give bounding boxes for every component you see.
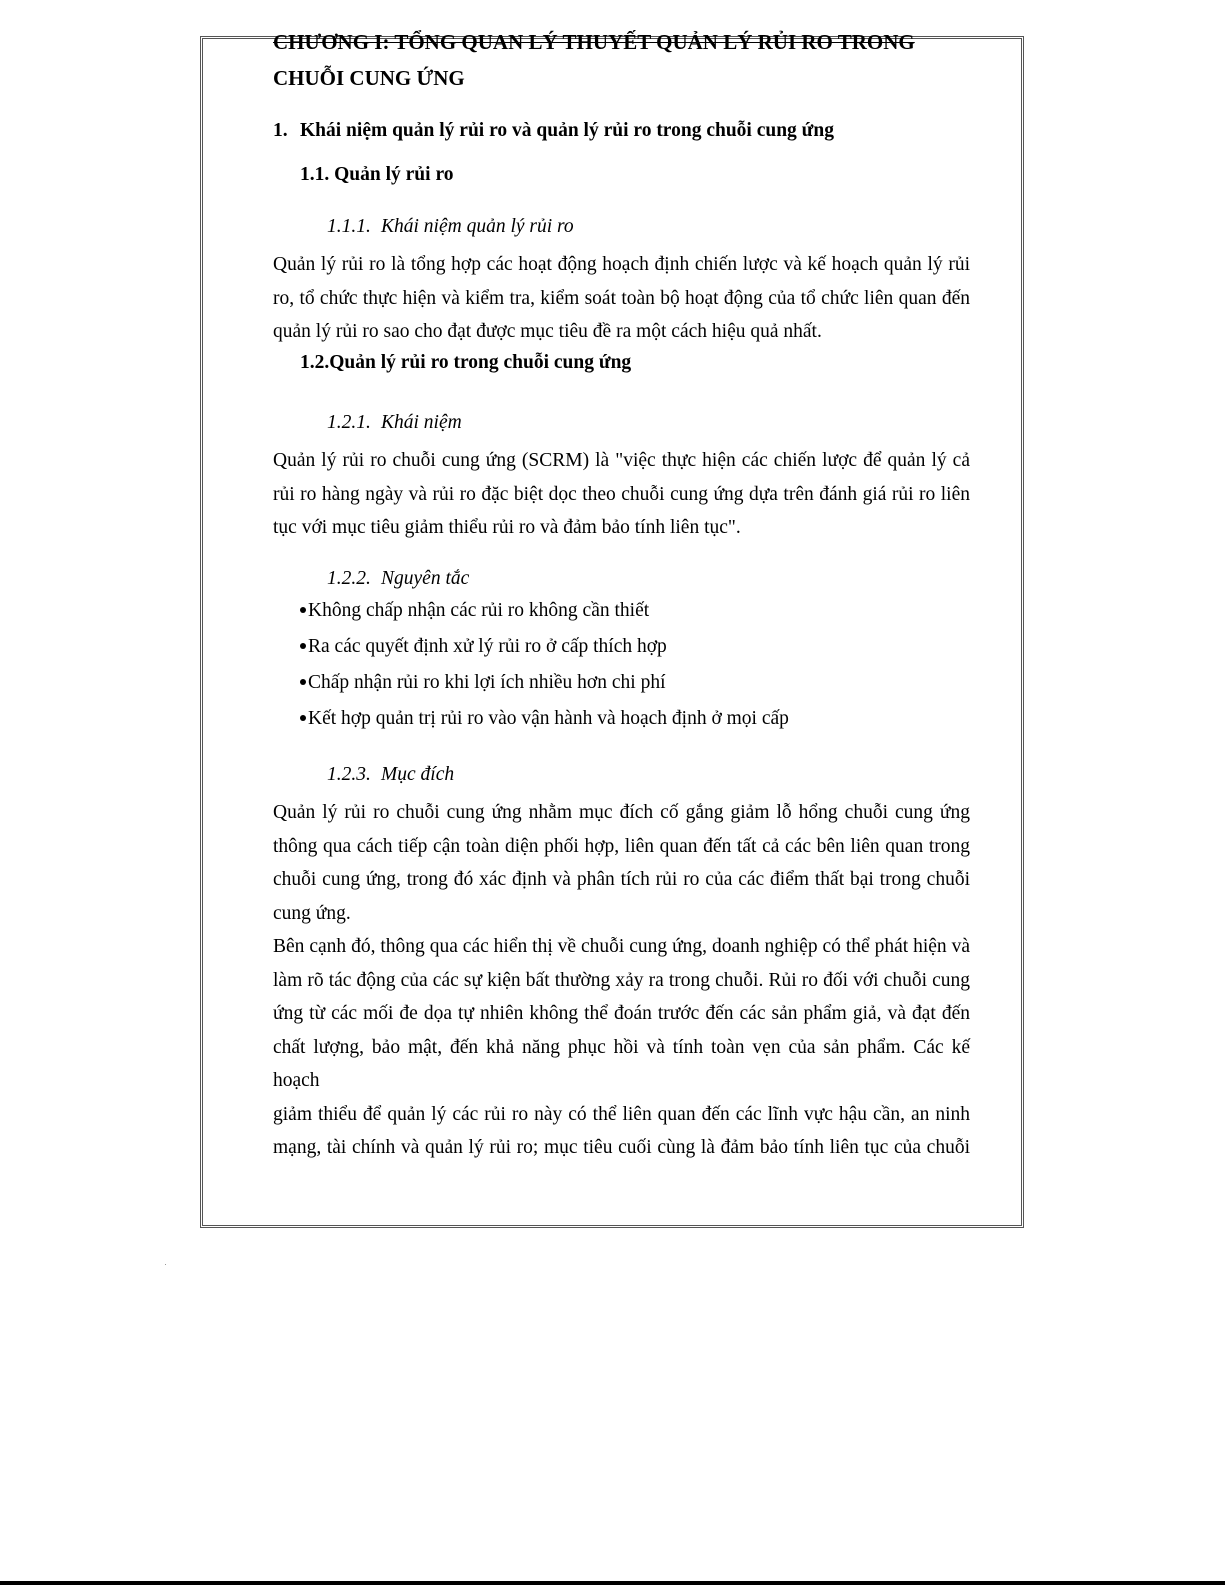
body-line: tục với mục tiêu giảm thiểu rủi ro và đảm bảo tính liên tục". bbox=[273, 517, 741, 538]
body-line: rủi ro hàng ngày và rủi ro đặc biệt dọc theo chuỗi cung ứng dựa trên đánh giá rủi ro liên bbox=[273, 483, 970, 505]
section-1-2-3-body bbox=[273, 796, 970, 1165]
scan-speck bbox=[165, 1264, 166, 1265]
section-1-2-number: 1.2. bbox=[300, 352, 330, 373]
section-1-2-2-number: 1.2.2. bbox=[327, 568, 371, 589]
bottom-edge-rule bbox=[0, 1581, 1225, 1585]
body-line: quản lý rủi ro sao cho đạt được mục tiêu đề ra một cách hiệu quả nhất. bbox=[273, 321, 822, 342]
section-1-1-heading bbox=[300, 164, 454, 186]
body-line: thông qua cách tiếp cận toàn diện phối hợp, liên quan đến tất cả các bên liên quan trong bbox=[273, 835, 970, 857]
section-1-2-1-title: Khái niệm bbox=[381, 412, 462, 433]
body-line: Bên cạnh đó, thông qua các hiển thị về chuỗi cung ứng, doanh nghiệp có thể phát hiện và bbox=[273, 936, 970, 957]
body-line: Quản lý rủi ro là tổng hợp các hoạt động hoạch định chiến lược và kế hoạch quản lý rủi bbox=[273, 254, 970, 275]
section-1-1-number: 1.1. bbox=[300, 164, 330, 185]
section-1-1-1-heading bbox=[327, 216, 574, 238]
body-line: cung ứng. bbox=[273, 902, 351, 924]
body-line: giảm thiểu để quản lý các rủi ro này có thể liên quan đến các lĩnh vực hậu cần, an ninh bbox=[273, 1103, 970, 1125]
principle-text: Ra các quyết định xử lý rủi ro ở cấp thích hợp bbox=[308, 636, 667, 657]
section-1-2-title: Quản lý rủi ro trong chuỗi cung ứng bbox=[329, 352, 632, 373]
section-1-heading bbox=[273, 120, 834, 142]
principle-bullet-1 bbox=[300, 600, 649, 622]
section-1-2-3-heading bbox=[327, 764, 454, 786]
chapter-title-line2: CHUỖI CUNG ỨNG bbox=[273, 66, 465, 90]
principle-bullet-3 bbox=[300, 672, 665, 694]
section-1-2-2-heading bbox=[327, 568, 469, 590]
body-line: ro, tổ chức thực hiện và kiểm tra, kiểm soát toàn bộ hoạt động của tổ chức liên quan đến bbox=[273, 287, 970, 309]
principle-bullet-4 bbox=[300, 708, 789, 730]
principle-text: Chấp nhận rủi ro khi lợi ích nhiều hơn chi phí bbox=[308, 672, 666, 693]
principle-text: Kết hợp quản trị rủi ro vào vận hành và hoạch định ở mọi cấp bbox=[308, 708, 789, 729]
principle-bullet-2 bbox=[300, 636, 667, 658]
body-line: làm rõ tác động của các sự kiện bất thường xảy ra trong chuỗi. Rủi ro đối với chuỗi cung bbox=[273, 969, 970, 991]
chapter-title-line1: CHƯƠNG I: TỔNG QUAN LÝ THUYẾT QUẢN LÝ RỦI RO TRONG bbox=[273, 30, 915, 54]
section-1-2-1-body bbox=[273, 444, 970, 545]
chapter-title bbox=[273, 24, 973, 96]
bullet-dot-icon bbox=[300, 643, 306, 649]
section-1-2-3-number: 1.2.3. bbox=[327, 764, 371, 785]
section-1-2-1-heading bbox=[327, 412, 462, 434]
body-line: mạng, tài chính và quản lý rủi ro; mục tiêu cuối cùng là đảm bảo tính liên tục của chuỗi bbox=[273, 1137, 970, 1158]
section-1-1-1-body bbox=[273, 248, 970, 349]
body-line: chất lượng, bảo mật, đến khả năng phục hồi và tính toàn vẹn của sản phẩm. Các kế hoạch bbox=[273, 1036, 970, 1091]
bullet-dot-icon bbox=[300, 715, 306, 721]
body-line: chuỗi cung ứng, trong đó xác định và phân tích rủi ro của các điểm thất bại trong chuỗi bbox=[273, 869, 970, 890]
section-1-1-title: Quản lý rủi ro bbox=[334, 164, 454, 185]
body-line: ứng từ các mối đe dọa tự nhiên không thể đoán trước đến các sản phẩm giả, và đạt đến bbox=[273, 1003, 970, 1024]
section-1-1-1-number: 1.1.1. bbox=[327, 216, 371, 237]
principle-text: Không chấp nhận các rủi ro không cần thiết bbox=[308, 600, 650, 621]
section-1-title: Khái niệm quản lý rủi ro và quản lý rủi ro trong chuỗi cung ứng bbox=[300, 120, 834, 141]
body-line: Quản lý rủi ro chuỗi cung ứng nhằm mục đích cố gắng giảm lỗ hổng chuỗi cung ứng bbox=[273, 802, 970, 823]
section-1-1-1-title: Khái niệm quản lý rủi ro bbox=[381, 216, 574, 237]
section-1-2-heading bbox=[300, 352, 631, 374]
section-1-2-3-title: Mục đích bbox=[381, 764, 455, 785]
bullet-dot-icon bbox=[300, 679, 306, 685]
bullet-dot-icon bbox=[300, 607, 306, 613]
section-1-number: 1. bbox=[273, 120, 288, 141]
section-1-2-1-number: 1.2.1. bbox=[327, 412, 371, 433]
section-1-2-2-title: Nguyên tắc bbox=[381, 568, 470, 589]
body-line: Quản lý rủi ro chuỗi cung ứng (SCRM) là "việc thực hiện các chiến lược để quản lý cả bbox=[273, 450, 970, 471]
